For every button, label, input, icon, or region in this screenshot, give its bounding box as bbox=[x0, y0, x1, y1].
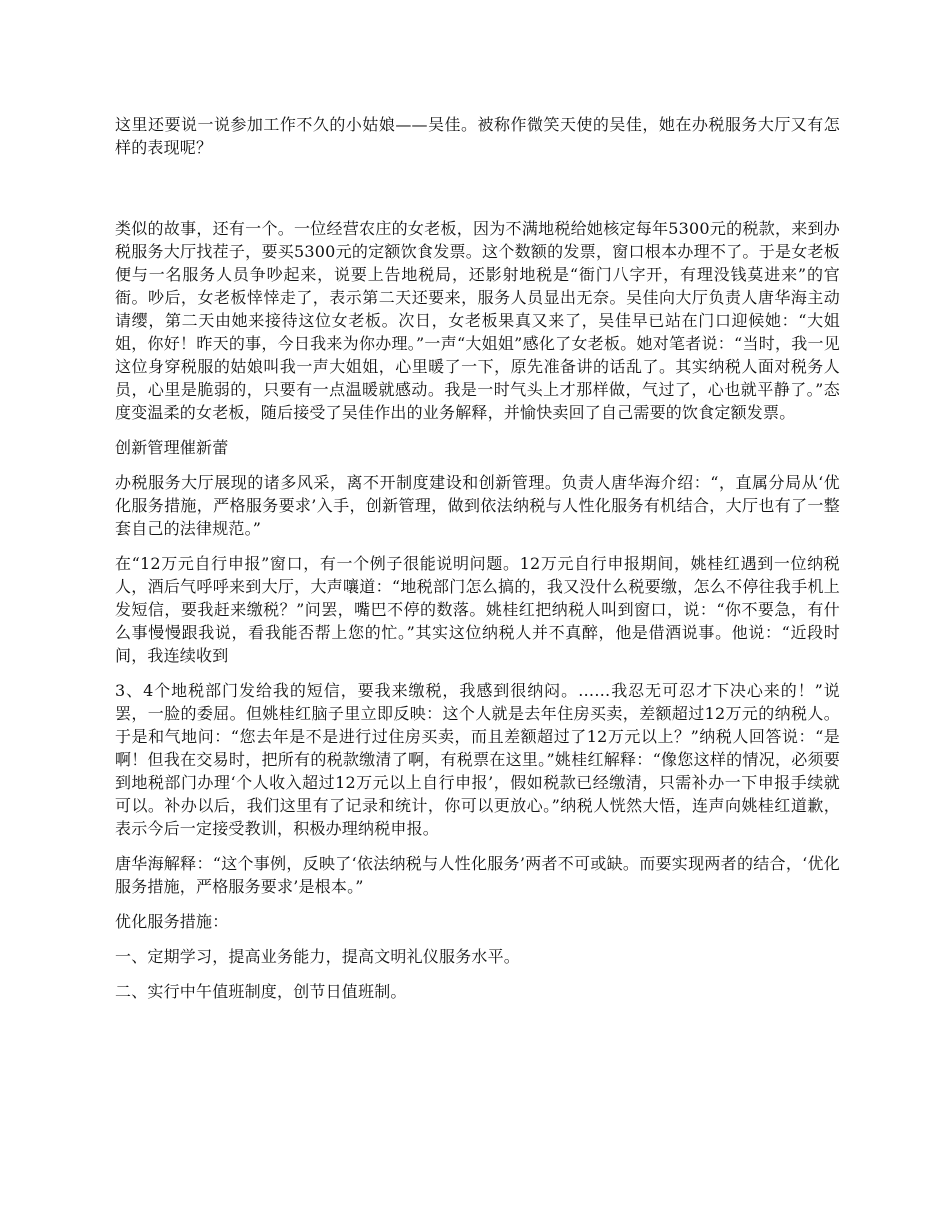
intro-paragraph: 这里还要说一说参加工作不久的小姑娘——吴佳。被称作微笑天使的吴佳，她在办税服务大厅又有怎样的表现呢？ bbox=[115, 115, 840, 157]
document-body bbox=[115, 113, 840, 1015]
story-paragraph: 类似的故事，还有一个。一位经营农庄的女老板，因为不满地税给她核定每年5300元的税款，来到办税服务大厅找茬子，要买5300元的定额饮食发票。这个数额的发票，窗口根本办理不了。于是女老板便与一名服务人员争吵起来，说要上告地税局，还影射地税是“衙门八字开，有理没钱莫进来”的官衙。吵后，女老板悻悻走了，表示第二天还要来，服务人员显出无奈。吴佳向大厅负责人唐华海主动请缨，第二天由她来接待这位女老板。次日，女老板果真又来了，吴佳早已站在门口迎候她：“大姐姐，你好！昨天的事，今日我来为你办理。”一声“大姐姐”感化了女老板。她对笔者说：“当时，我一见这位身穿税服的姑娘叫我一声大姐姐，心里暖了一下，原先准备讲的话乱了。其实纳税人面对税务人员，心里是脆弱的，只要有一点温暖就感动。我是一时气头上才那样做，气过了，心也就平静了。”态度变温柔的女老板，随后接受了吴佳作出的业务解释，并愉快卖回了自己需要的饮食定额发票。 bbox=[115, 219, 840, 422]
example-continued-paragraph: 3、4个地税部门发给我的短信，要我来缴税，我感到很纳闷。……我忍无可忍才下决心来的！”说罢，一脸的委屈。但姚桂红脑子里立即反映：这个人就是去年住房买卖，差额超过12万元的纳税人。于是和气地问：“您去年是不是进行过住房买卖，而且差额超过了12万元以上？”纳税人回答说：“是啊！但我在交易时，把所有的税款缴清了啊，有税票在这里。”姚桂红解释：“像您这样的情况，必须要到地税部门办理‘个人收入超过12万元以上自行申报’，假如税款已经缴清，只需补办一下申报手续就可以。补办以后，我们这里有了记录和统计，你可以更放心。”纳税人恍然大悟，连声向姚桂红道歉，表示今后一定接受教训，积极办理纳税申报。 bbox=[115, 681, 840, 838]
section-heading: 创新管理催新蕾 bbox=[115, 438, 229, 457]
explanation-paragraph: 唐华海解释：“这个事例，反映了‘依法纳税与人性化服务’两者不可或缺。而要实现两者的结合，‘优化服务措施，严格服务要求’是根本。” bbox=[115, 854, 840, 896]
example-paragraph: 在“12万元自行申报”窗口，有一个例子很能说明问题。12万元自行申报期间，姚桂红遇到一位纳税人，酒后气呼呼来到大厅，大声嚷道：“地税部门怎么搞的，我又没什么税要缴，怎么不停往我手机上发短信，要我赶来缴税？”问罢，嘴巴不停的数落。姚桂红把纳税人叫到窗口，说：“你不要急，有什么事慢慢跟我说，看我能否帮上您的忙。”其实这位纳税人并不真醉，他是借酒说事。他说：“近段时间，我连续收到 bbox=[115, 554, 840, 665]
measures-heading: 优化服务措施： bbox=[115, 912, 229, 931]
measure-item-2: 二、实行中午值班制度，创节日值班制。 bbox=[115, 982, 407, 1001]
management-paragraph: 办税服务大厅展现的诸多风采，离不开制度建设和创新管理。负责人唐华海介绍：“，直属分局从‘优化服务措施，严格服务要求’入手，创新管理，做到依法纳税与人性化服务有机结合，大厅也有了一整套自己的法律规范。” bbox=[115, 473, 840, 538]
measure-item-1: 一、定期学习，提高业务能力，提高文明礼仪服务水平。 bbox=[115, 947, 521, 966]
